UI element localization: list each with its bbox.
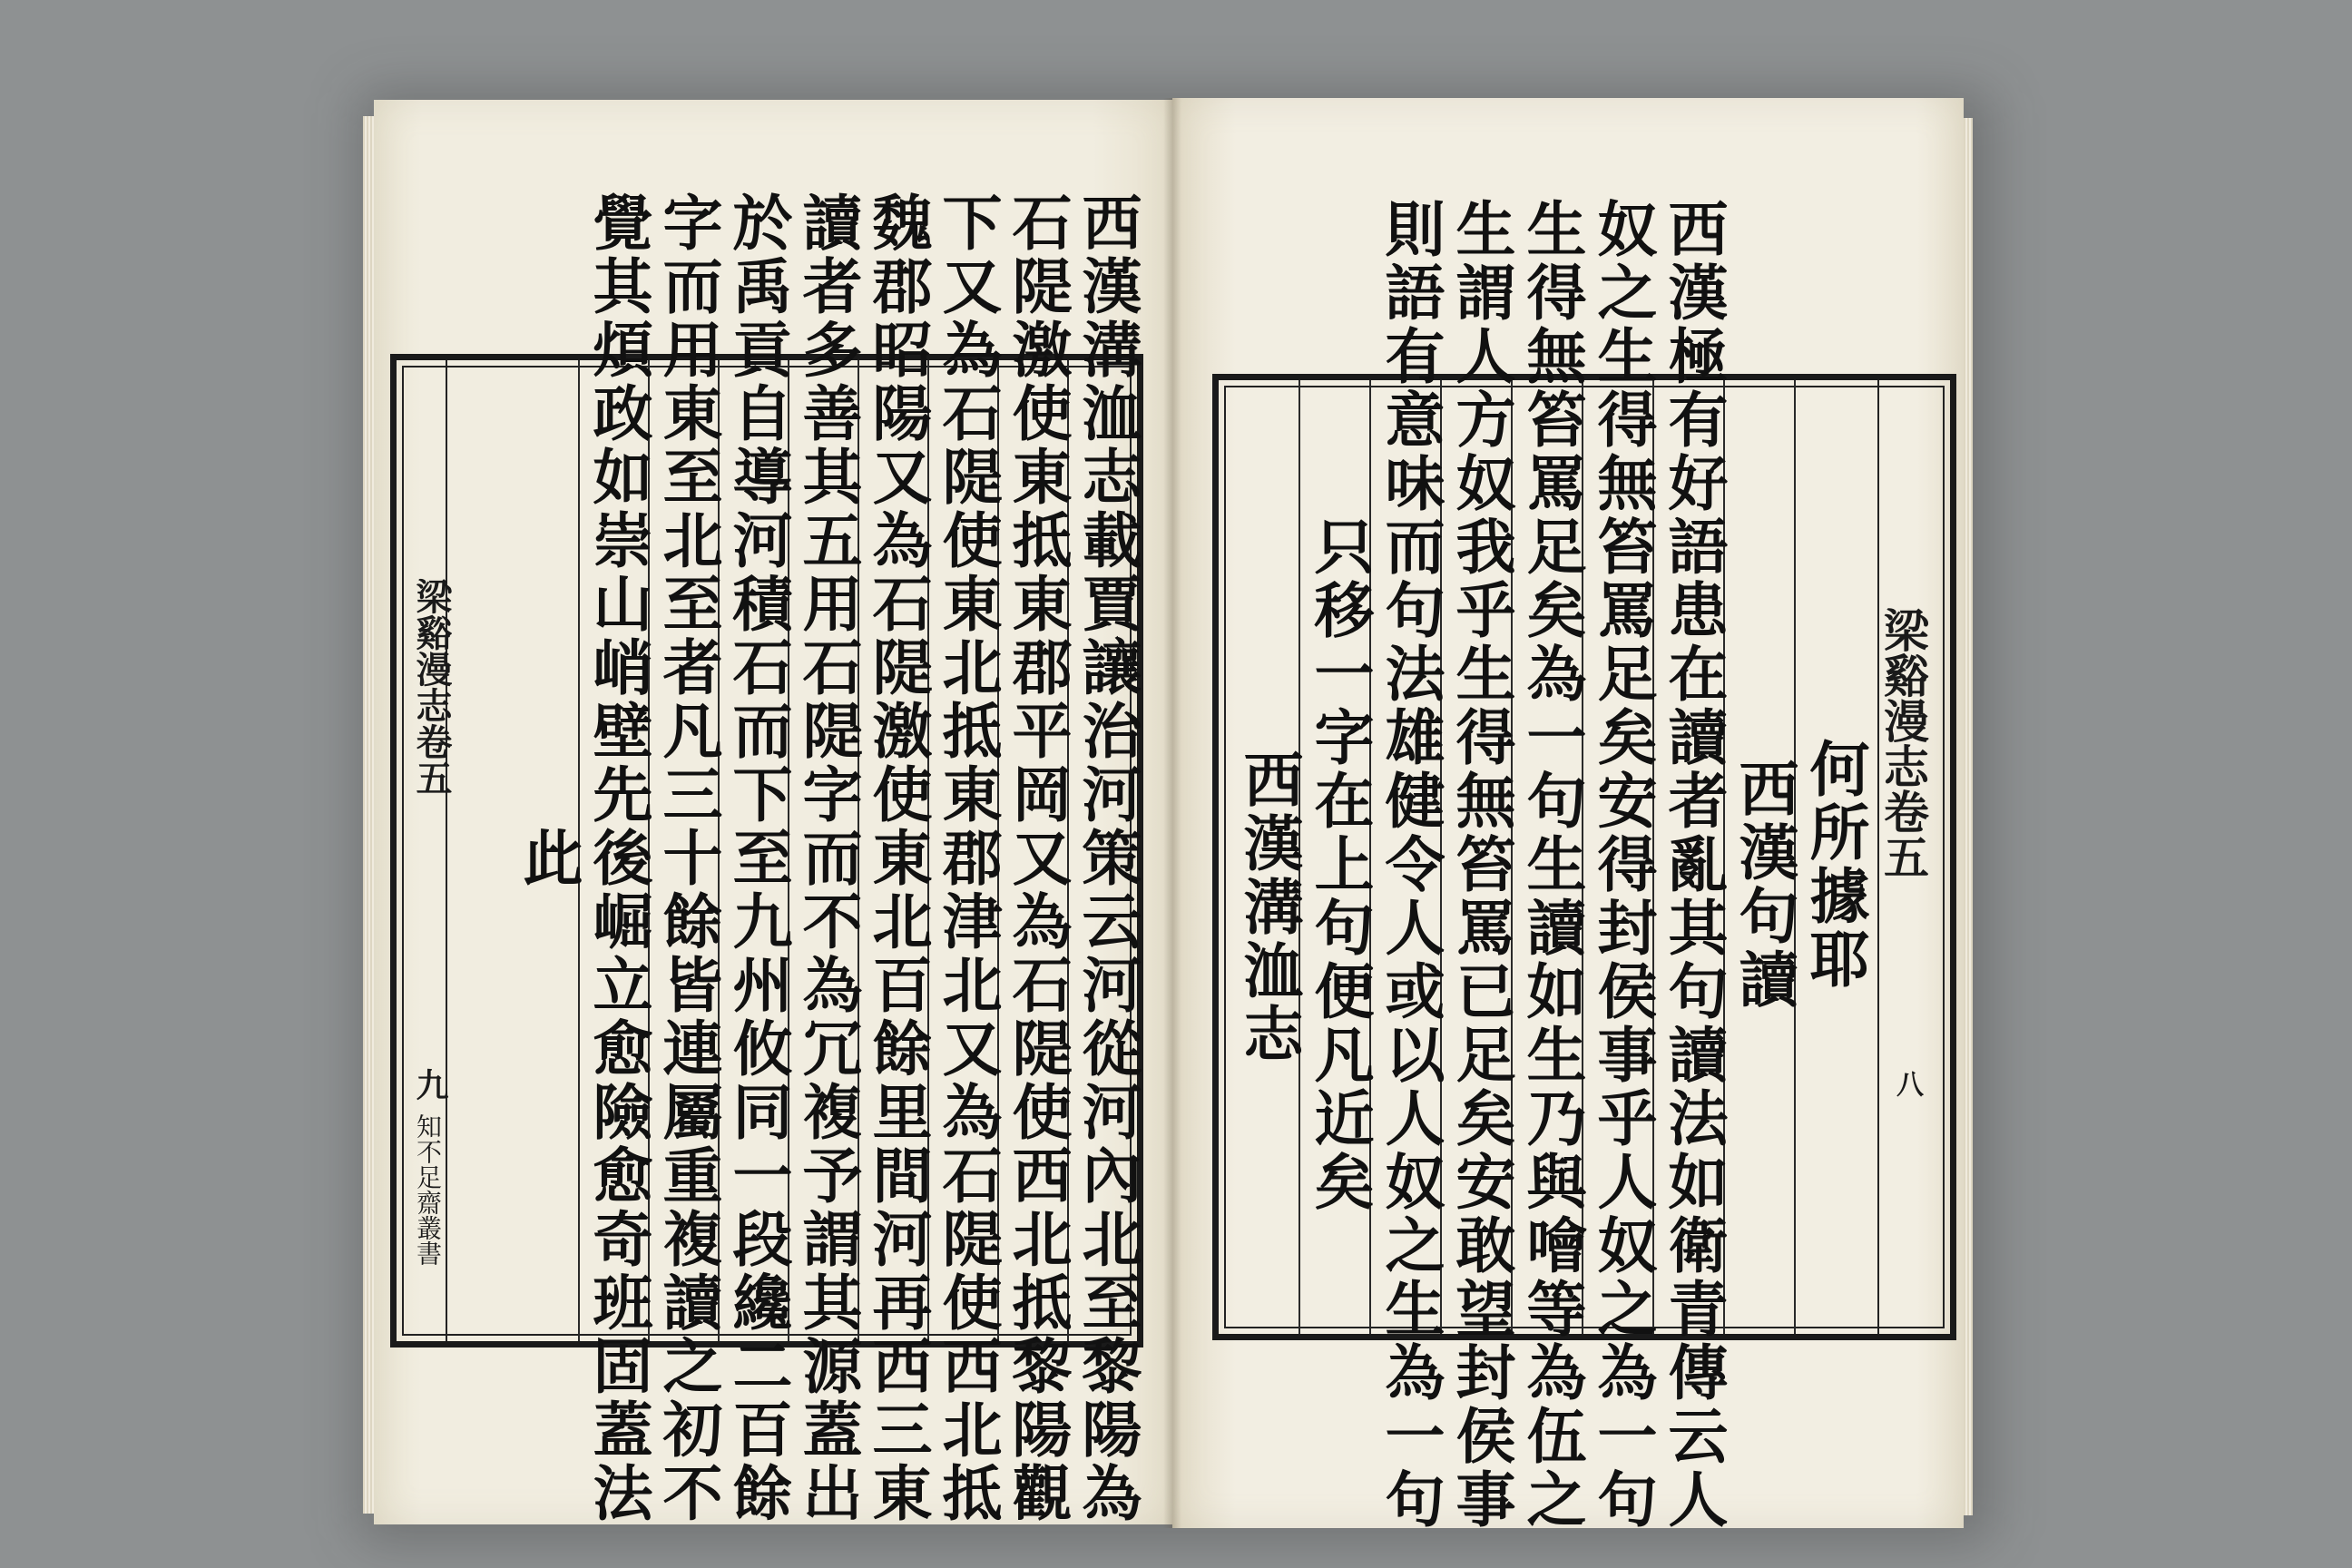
book-gutter (1163, 98, 1181, 1528)
text-line: 魏郡昭陽又為石隄激使東北百餘里間河再西三東 (862, 191, 933, 1525)
right-col-4 (1582, 197, 1658, 1532)
right-col-5 (1511, 197, 1587, 1532)
right-banxin-column (1877, 380, 1943, 1334)
text-line: 奴之生得無笞罵足矣安得封侯事乎人奴之為一句 (1587, 197, 1658, 1532)
text-line: 讀者多善其五用石隄字而不為冗複予謂其源蓋出 (792, 191, 863, 1525)
left-col-3 (927, 191, 1003, 1525)
text-line: 於禹貢自導河積石而下至九州攸同一段纔二百餘 (722, 191, 793, 1525)
text-line: 則語有意味而句法雄健令人或以人奴之生為一句 (1375, 197, 1446, 1532)
right-banxin-title: 梁谿漫志卷五 (1877, 607, 1930, 879)
text-line: 西漢溝洫志載賈讓治河策云河從河內北至黎陽為 (1072, 191, 1142, 1525)
left-banxin-column (404, 360, 453, 1341)
text-line: 此 (513, 826, 583, 890)
right-col-7 (1369, 197, 1446, 1532)
right-banxin-page: 八 (1891, 1070, 1923, 1097)
left-text-columns (505, 191, 1142, 1525)
text-line: 生謂人方奴我乎生得無笞罵已足矣安敢望封侯事 (1446, 197, 1516, 1532)
text-line: 字而用東至北至者凡三十餘皆連屬重複讀之初不 (652, 191, 723, 1525)
right-col-8 (1298, 380, 1375, 1334)
text-line: 石隄激使東抵東郡平岡又為石隄使西北抵黎陽觀 (1002, 191, 1073, 1525)
left-col-2 (997, 191, 1073, 1525)
text-line: 只移一字在上句便凡近矣 (1304, 514, 1375, 1214)
left-page-frame (390, 191, 1143, 1525)
left-col-8 (578, 191, 653, 1525)
right-col-3 (1652, 197, 1729, 1532)
text-line: 覺其煩政如崇山峭壁先後崛立愈險愈奇班固蓋法 (583, 191, 653, 1525)
text-line: 西漢溝洫志 (1233, 748, 1304, 1066)
left-col-9 (505, 360, 583, 1341)
left-col-6 (718, 191, 793, 1525)
left-banxin-title: 梁谿漫志卷五 (410, 578, 453, 796)
left-col-1 (1067, 191, 1142, 1525)
text-line: 何所據耶 (1799, 737, 1870, 992)
text-line: 西漢句讀 (1729, 757, 1799, 1012)
left-banxin-page: 九 (411, 1068, 449, 1101)
right-col-9 (1230, 380, 1304, 1334)
text-line: 西漢極有好語患在讀者亂其句讀法如衛青傳云人 (1658, 197, 1729, 1532)
right-col-2 (1723, 380, 1799, 1334)
text-line: 生得無笞罵足矣為一句生讀如生乃與噲等為伍之 (1516, 197, 1587, 1532)
text-line: 下又為石隄使東北抵東郡津北又為石隄使西北抵 (932, 191, 1003, 1525)
right-text-columns (1230, 197, 1870, 1532)
right-page-frame (1212, 197, 1956, 1532)
right-col-1 (1794, 380, 1870, 1334)
right-col-6 (1440, 197, 1516, 1532)
left-col-7 (648, 191, 723, 1525)
left-col-4 (858, 191, 933, 1525)
left-banxin-publisher: 知不足齋叢書 (413, 1113, 443, 1266)
left-col-5 (788, 191, 863, 1525)
